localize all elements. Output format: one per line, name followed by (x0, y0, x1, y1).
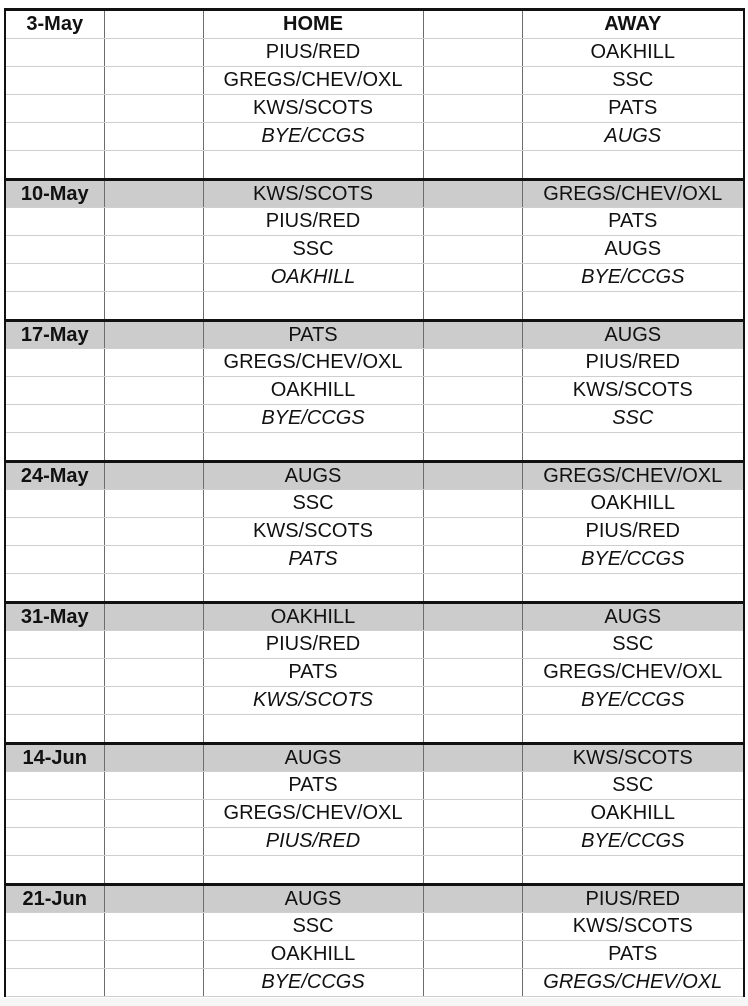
fixture-row (5, 377, 744, 405)
blank-cell[interactable] (423, 546, 522, 574)
blank-cell[interactable] (104, 800, 203, 828)
fixture-row (5, 800, 744, 828)
date-cell[interactable] (5, 377, 104, 405)
away-team-cell[interactable]: BYE/CCGS (522, 687, 744, 715)
fixture-row (5, 828, 744, 856)
empty-cell[interactable] (423, 574, 522, 603)
blank-cell[interactable] (423, 744, 522, 772)
date-cell[interactable]: 21-Jun (5, 885, 104, 913)
blank-cell[interactable] (104, 39, 203, 67)
blank-cell[interactable] (423, 772, 522, 800)
blank-cell[interactable] (104, 67, 203, 95)
blank-cell[interactable] (423, 800, 522, 828)
empty-cell[interactable] (522, 151, 744, 180)
spacer-row (5, 856, 744, 885)
date-cell[interactable]: 31-May (5, 603, 104, 631)
date-cell[interactable] (5, 969, 104, 997)
blank-cell[interactable] (104, 744, 203, 772)
blank-cell[interactable] (104, 490, 203, 518)
date-cell[interactable] (5, 631, 104, 659)
fixture-row (5, 631, 744, 659)
away-team-cell[interactable]: AUGS (522, 123, 744, 151)
fixture-row (5, 405, 744, 433)
fixture-row (5, 123, 744, 151)
date-cell[interactable] (5, 772, 104, 800)
date-cell[interactable] (5, 518, 104, 546)
fixture-row (5, 39, 744, 67)
fixture-row (5, 687, 744, 715)
away-team-cell[interactable]: SSC (522, 67, 744, 95)
empty-cell[interactable] (104, 292, 203, 321)
empty-cell[interactable] (522, 292, 744, 321)
away-team-cell[interactable]: GREGS/CHEV/OXL (522, 180, 744, 208)
blank-cell[interactable] (104, 123, 203, 151)
home-team-cell[interactable]: SSC (203, 490, 423, 518)
empty-cell[interactable] (522, 433, 744, 462)
empty-cell[interactable] (423, 715, 522, 744)
blank-cell[interactable] (423, 969, 522, 997)
fixture-row (5, 490, 744, 518)
header-blank-cell[interactable] (423, 10, 522, 39)
blank-cell[interactable] (423, 885, 522, 913)
blank-cell[interactable] (104, 603, 203, 631)
blank-cell[interactable] (423, 67, 522, 95)
fixture-schedule-table (4, 8, 745, 997)
home-team-cell[interactable]: SSC (203, 236, 423, 264)
home-team-cell[interactable]: PIUS/RED (203, 39, 423, 67)
blank-cell[interactable] (423, 941, 522, 969)
blank-cell[interactable] (423, 321, 522, 349)
blank-cell[interactable] (104, 659, 203, 687)
blank-cell[interactable] (104, 264, 203, 292)
blank-cell[interactable] (104, 885, 203, 913)
date-cell[interactable] (5, 828, 104, 856)
fixture-row (5, 885, 744, 913)
date-cell[interactable]: 17-May (5, 321, 104, 349)
away-team-cell[interactable]: BYE/CCGS (522, 264, 744, 292)
blank-cell[interactable] (104, 687, 203, 715)
blank-cell[interactable] (104, 236, 203, 264)
blank-cell[interactable] (423, 462, 522, 490)
blank-cell[interactable] (104, 828, 203, 856)
away-team-cell[interactable]: OAKHILL (522, 39, 744, 67)
away-team-cell[interactable]: PATS (522, 208, 744, 236)
header-home-cell[interactable]: HOME (203, 10, 423, 39)
empty-cell[interactable] (5, 433, 104, 462)
away-team-cell[interactable]: SSC (522, 772, 744, 800)
fixture-row (5, 518, 744, 546)
blank-cell[interactable] (104, 349, 203, 377)
date-cell[interactable] (5, 800, 104, 828)
home-team-cell[interactable]: KWS/SCOTS (203, 518, 423, 546)
fixture-row (5, 180, 744, 208)
blank-cell[interactable] (423, 208, 522, 236)
blank-cell[interactable] (423, 264, 522, 292)
home-team-cell[interactable]: OAKHILL (203, 264, 423, 292)
home-team-cell[interactable]: KWS/SCOTS (203, 95, 423, 123)
home-team-cell[interactable]: PIUS/RED (203, 631, 423, 659)
home-team-cell[interactable]: GREGS/CHEV/OXL (203, 349, 423, 377)
home-team-cell[interactable]: PATS (203, 659, 423, 687)
blank-cell[interactable] (104, 772, 203, 800)
blank-cell[interactable] (104, 462, 203, 490)
home-team-cell[interactable]: PIUS/RED (203, 828, 423, 856)
away-team-cell[interactable]: OAKHILL (522, 800, 744, 828)
fixture-row (5, 264, 744, 292)
away-team-cell[interactable]: KWS/SCOTS (522, 744, 744, 772)
blank-cell[interactable] (104, 941, 203, 969)
blank-cell[interactable] (104, 208, 203, 236)
away-team-cell[interactable]: GREGS/CHEV/OXL (522, 659, 744, 687)
spacer-row (5, 433, 744, 462)
empty-cell[interactable] (5, 574, 104, 603)
date-cell[interactable] (5, 405, 104, 433)
home-team-cell[interactable]: PATS (203, 772, 423, 800)
empty-cell[interactable] (423, 151, 522, 180)
away-team-cell[interactable]: SSC (522, 405, 744, 433)
empty-cell[interactable] (5, 715, 104, 744)
home-team-cell[interactable]: BYE/CCGS (203, 405, 423, 433)
empty-cell[interactable] (203, 151, 423, 180)
fixture-row (5, 321, 744, 349)
date-cell[interactable] (5, 490, 104, 518)
empty-cell[interactable] (104, 151, 203, 180)
fixture-row (5, 546, 744, 574)
home-team-cell[interactable]: PIUS/RED (203, 208, 423, 236)
empty-cell[interactable] (5, 856, 104, 885)
date-cell[interactable]: 24-May (5, 462, 104, 490)
blank-cell[interactable] (423, 659, 522, 687)
home-team-cell[interactable]: AUGS (203, 885, 423, 913)
date-cell[interactable] (5, 208, 104, 236)
away-team-cell[interactable]: SSC (522, 631, 744, 659)
date-cell[interactable] (5, 39, 104, 67)
spacer-row (5, 715, 744, 744)
blank-cell[interactable] (104, 546, 203, 574)
blank-cell[interactable] (423, 349, 522, 377)
empty-cell[interactable] (423, 856, 522, 885)
blank-cell[interactable] (104, 631, 203, 659)
fixture-row (5, 913, 744, 941)
date-cell[interactable]: 14-Jun (5, 744, 104, 772)
blank-cell[interactable] (423, 377, 522, 405)
blank-cell[interactable] (423, 913, 522, 941)
blank-cell[interactable] (104, 405, 203, 433)
empty-cell[interactable] (104, 433, 203, 462)
fixture-row (5, 208, 744, 236)
date-cell[interactable] (5, 67, 104, 95)
blank-cell[interactable] (423, 123, 522, 151)
fixture-row (5, 349, 744, 377)
fixture-row (5, 772, 744, 800)
blank-cell[interactable] (104, 518, 203, 546)
blank-cell[interactable] (423, 39, 522, 67)
date-cell[interactable] (5, 95, 104, 123)
fixture-row (5, 659, 744, 687)
away-team-cell[interactable]: PATS (522, 941, 744, 969)
spacer-row (5, 574, 744, 603)
home-team-cell[interactable]: GREGS/CHEV/OXL (203, 800, 423, 828)
away-team-cell[interactable]: PIUS/RED (522, 518, 744, 546)
blank-cell[interactable] (423, 236, 522, 264)
date-cell[interactable] (5, 236, 104, 264)
fixture-row (5, 744, 744, 772)
home-team-cell[interactable]: PATS (203, 546, 423, 574)
blank-cell[interactable] (423, 95, 522, 123)
header-row (5, 10, 744, 39)
away-team-cell[interactable]: GREGS/CHEV/OXL (522, 969, 744, 997)
away-team-cell[interactable]: BYE/CCGS (522, 828, 744, 856)
fixture-row (5, 95, 744, 123)
fixture-row (5, 603, 744, 631)
empty-cell[interactable] (203, 433, 423, 462)
date-cell[interactable] (5, 687, 104, 715)
home-team-cell[interactable]: OAKHILL (203, 603, 423, 631)
blank-cell[interactable] (104, 377, 203, 405)
date-cell[interactable] (5, 264, 104, 292)
fixture-row (5, 969, 744, 997)
home-team-cell[interactable]: OAKHILL (203, 941, 423, 969)
home-team-cell[interactable]: OAKHILL (203, 377, 423, 405)
fixture-row (5, 236, 744, 264)
home-team-cell[interactable]: KWS/SCOTS (203, 687, 423, 715)
blank-cell[interactable] (104, 969, 203, 997)
spacer-row (5, 151, 744, 180)
date-cell[interactable] (5, 546, 104, 574)
fixture-row (5, 462, 744, 490)
home-team-cell[interactable]: PATS (203, 321, 423, 349)
away-team-cell[interactable]: KWS/SCOTS (522, 913, 744, 941)
home-team-cell[interactable]: KWS/SCOTS (203, 180, 423, 208)
away-team-cell[interactable]: KWS/SCOTS (522, 377, 744, 405)
blank-cell[interactable] (423, 180, 522, 208)
empty-cell[interactable] (5, 151, 104, 180)
blank-cell[interactable] (104, 913, 203, 941)
empty-cell[interactable] (104, 574, 203, 603)
away-team-cell[interactable]: OAKHILL (522, 490, 744, 518)
away-team-cell[interactable]: GREGS/CHEV/OXL (522, 462, 744, 490)
header-away-cell[interactable]: AWAY (522, 10, 744, 39)
date-cell[interactable] (5, 349, 104, 377)
fixture-row (5, 67, 744, 95)
blank-cell[interactable] (104, 321, 203, 349)
empty-cell[interactable] (104, 715, 203, 744)
date-cell[interactable] (5, 123, 104, 151)
away-team-cell[interactable]: AUGS (522, 321, 744, 349)
home-team-cell[interactable]: AUGS (203, 744, 423, 772)
home-team-cell[interactable]: BYE/CCGS (203, 969, 423, 997)
home-team-cell[interactable]: BYE/CCGS (203, 123, 423, 151)
empty-cell[interactable] (522, 574, 744, 603)
date-cell[interactable] (5, 941, 104, 969)
header-blank-cell[interactable] (104, 10, 203, 39)
empty-cell[interactable] (203, 574, 423, 603)
blank-cell[interactable] (423, 687, 522, 715)
empty-cell[interactable] (203, 856, 423, 885)
away-team-cell[interactable]: PIUS/RED (522, 349, 744, 377)
date-cell[interactable] (5, 659, 104, 687)
away-team-cell[interactable]: PIUS/RED (522, 885, 744, 913)
empty-cell[interactable] (423, 433, 522, 462)
empty-cell[interactable] (104, 856, 203, 885)
blank-cell[interactable] (104, 95, 203, 123)
blank-cell[interactable] (423, 631, 522, 659)
empty-cell[interactable] (203, 715, 423, 744)
empty-cell[interactable] (423, 292, 522, 321)
blank-cell[interactable] (104, 180, 203, 208)
schedule-body (5, 10, 744, 997)
fixture-row (5, 941, 744, 969)
empty-cell[interactable] (522, 715, 744, 744)
home-team-cell[interactable]: GREGS/CHEV/OXL (203, 67, 423, 95)
date-cell[interactable]: 10-May (5, 180, 104, 208)
away-team-cell[interactable]: BYE/CCGS (522, 546, 744, 574)
away-team-cell[interactable]: AUGS (522, 603, 744, 631)
blank-cell[interactable] (423, 603, 522, 631)
blank-cell[interactable] (423, 518, 522, 546)
date-cell[interactable] (5, 913, 104, 941)
away-team-cell[interactable]: AUGS (522, 236, 744, 264)
empty-cell[interactable] (203, 292, 423, 321)
spacer-row (5, 292, 744, 321)
home-team-cell[interactable]: SSC (203, 913, 423, 941)
home-team-cell[interactable]: AUGS (203, 462, 423, 490)
blank-cell[interactable] (423, 490, 522, 518)
away-team-cell[interactable]: PATS (522, 95, 744, 123)
empty-cell[interactable] (522, 856, 744, 885)
blank-cell[interactable] (423, 828, 522, 856)
blank-cell[interactable] (423, 405, 522, 433)
header-date-cell[interactable]: 3-May (5, 10, 104, 39)
empty-cell[interactable] (5, 292, 104, 321)
